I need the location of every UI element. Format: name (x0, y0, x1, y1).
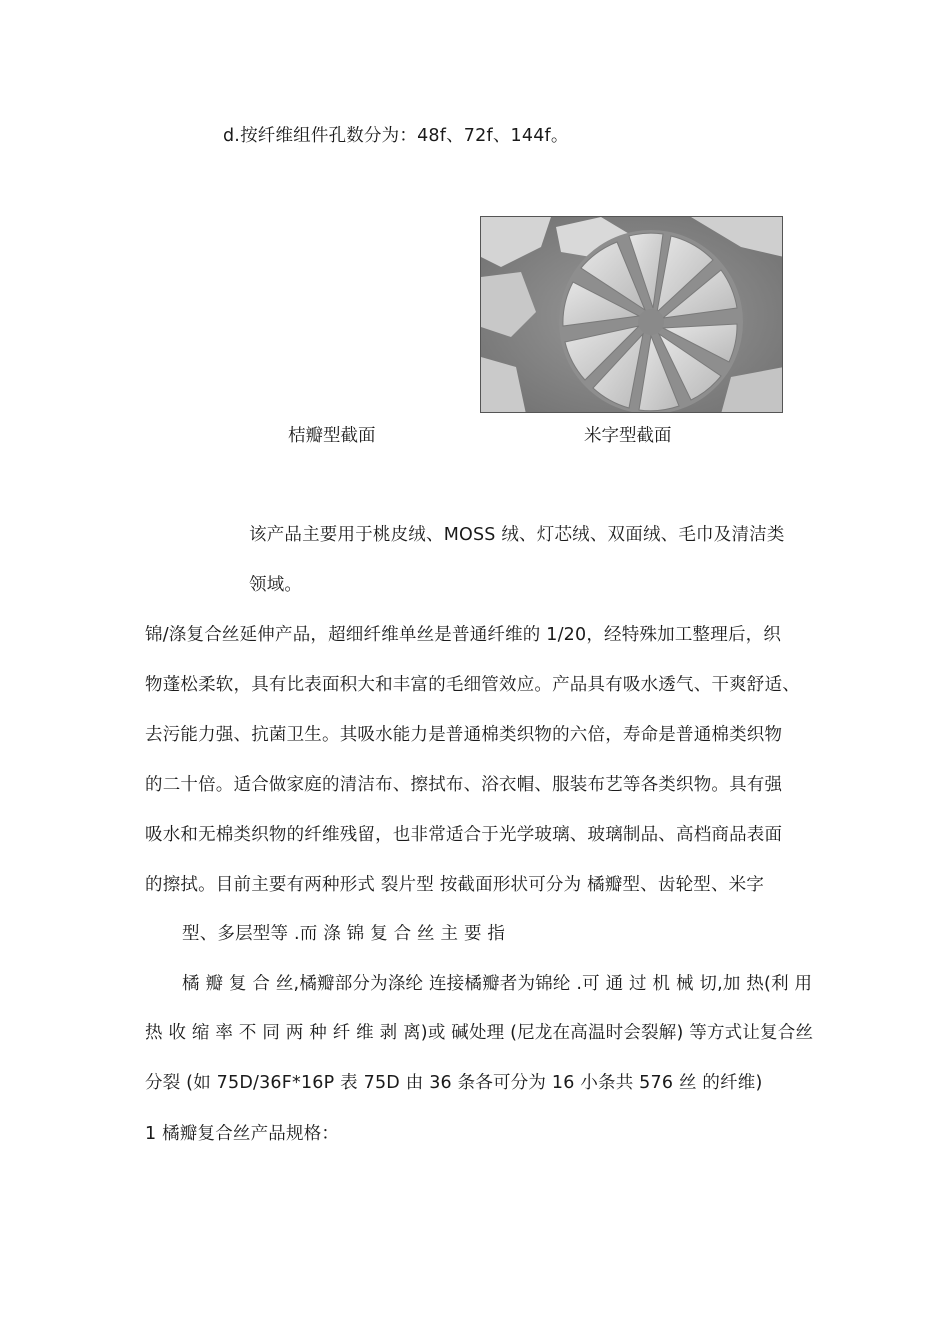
paragraph-line: 吸水和无棉类织物的纤维残留，也非常适合于光学玻璃、玻璃制品、高档商品表面 (145, 825, 783, 845)
paragraph-line: 领域。 (249, 575, 303, 595)
paragraph-line: 的擦拭。目前主要有两种形式 裂片型 按截面形状可分为 橘瓣型、齿轮型、米字 (145, 875, 765, 895)
paragraph-line: 分裂 (如 75D/36F*16P 表 75D 由 36 条各可分为 16 小条共 576 丝 的纤维) (145, 1073, 763, 1093)
paragraph-line: 该产品主要用于桃皮绒、MOSS 绒、灯芯绒、双面绒、毛巾及清洁类 (249, 525, 785, 545)
paragraph-line: 的二十倍。适合做家庭的清洁布、擦拭布、浴衣帽、服装布艺等各类织物。具有强 (145, 775, 783, 795)
paragraph-line: 锦/涤复合丝延伸产品，超细纤维单丝是普通纤维的 1/20，经特殊加工整理后，织 (145, 625, 782, 645)
paragraph-line: 橘 瓣 复 合 丝,橘瓣部分为涤纶 连接橘瓣者为锦纶 .可 通 过 机 械 切,加 热(利 用 (182, 974, 813, 994)
spec-line-hole-count: d.按纤维组件孔数分为：48f、72f、144f。 (223, 126, 569, 146)
paragraph-line: 热 收 缩 率 不 同 两 种 纤 维 剥 离)或 碱处理 (尼龙在高温时会裂解) 等方式让复合丝 (145, 1023, 814, 1043)
paragraph-line: 去污能力强、抗菌卫生。其吸水能力是普通棉类织物的六倍，寿命是普通棉类织物 (145, 725, 783, 745)
caption-star-section: 米字型截面 (584, 426, 672, 446)
section-heading: 1 橘瓣复合丝产品规格： (145, 1124, 340, 1144)
paragraph-line: 型、多层型等 .而 涤 锦 复 合 丝 主 要 指 (182, 924, 506, 944)
paragraph-line: 物蓬松柔软，具有比表面积大和丰富的毛细管效应。产品具有吸水透气、干爽舒适、 (145, 675, 800, 695)
cross-section-photo (480, 216, 783, 413)
caption-orange-petal-section: 桔瓣型截面 (288, 426, 376, 446)
